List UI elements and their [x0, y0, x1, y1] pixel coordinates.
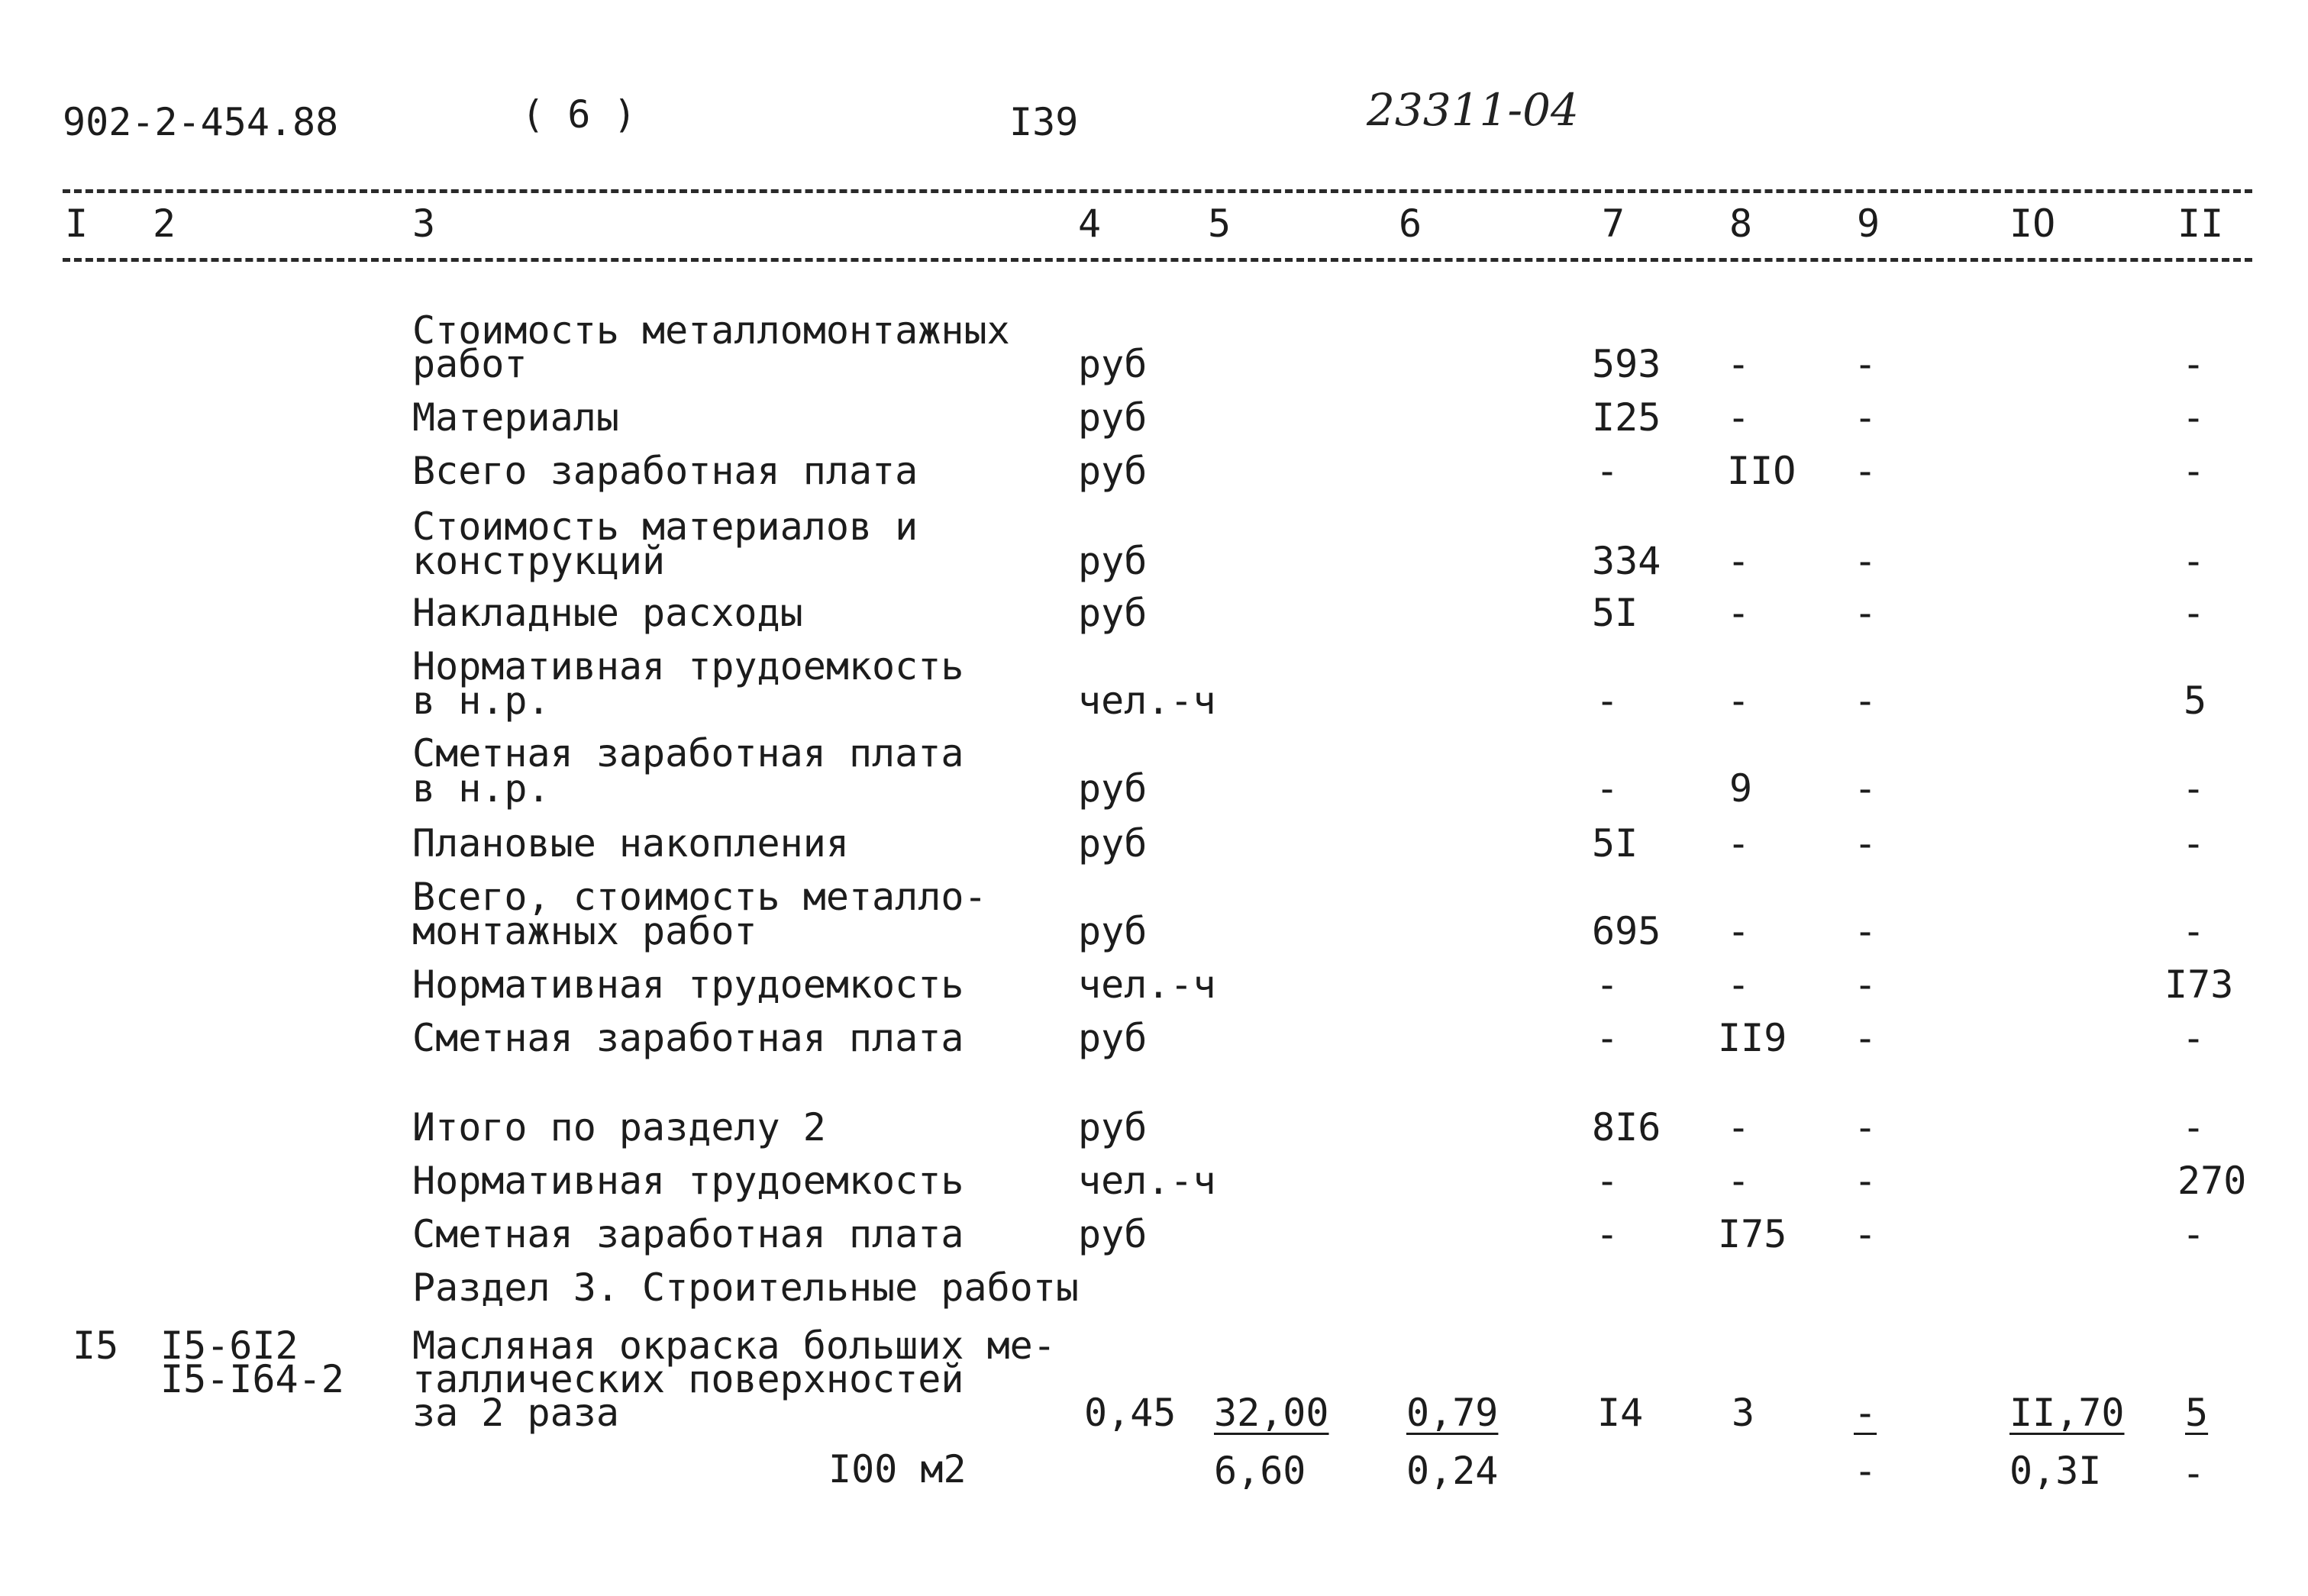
row-label-cont: работ: [412, 342, 528, 386]
row-c9: -: [1854, 1105, 1877, 1149]
item-c9b: -: [1854, 1449, 1877, 1493]
row-unit: руб: [1078, 342, 1148, 386]
row-label: Сметная заработная плата: [412, 731, 964, 775]
item-c10b: 0,3I: [2009, 1449, 2102, 1493]
row-c11: -: [2182, 821, 2206, 866]
row-c7: 5I: [1592, 821, 1638, 866]
row-unit: руб: [1078, 591, 1148, 635]
row-c8: -: [1727, 591, 1751, 635]
row-label: Сметная заработная плата: [412, 1016, 964, 1060]
row-c9: -: [1854, 909, 1877, 953]
row-unit: руб: [1078, 449, 1148, 493]
row-c8: -: [1727, 1105, 1751, 1149]
item-number: I5: [73, 1324, 119, 1368]
row-c7: -: [1596, 449, 1619, 493]
item-c5: 32,00: [1214, 1391, 1329, 1435]
item-desc: таллических поверхностей: [412, 1357, 964, 1401]
row-c9: -: [1854, 591, 1877, 635]
col-7: 7: [1602, 202, 1625, 246]
row-c11: -: [2182, 395, 2206, 440]
row-c8: -: [1727, 962, 1751, 1007]
row-c8: -: [1727, 395, 1751, 440]
row-c9: -: [1854, 449, 1877, 493]
row-unit: чел.-ч: [1078, 962, 1216, 1007]
row-label: Всего заработная плата: [412, 449, 918, 493]
row-c7: -: [1596, 1159, 1619, 1203]
row-c8: 9: [1729, 766, 1753, 811]
row-c11: -: [2182, 539, 2206, 583]
col-10: IO: [2009, 202, 2056, 246]
row-c9: -: [1854, 1159, 1877, 1203]
row-c11: -: [2182, 909, 2206, 953]
row-unit: руб: [1078, 1212, 1148, 1256]
doc-number: 902-2-454.88: [63, 100, 339, 144]
row-label: Всего, стоимость металло-: [412, 875, 987, 919]
row-unit: руб: [1078, 766, 1148, 811]
col-2: 2: [153, 202, 176, 246]
item-code: I5-I64-2: [160, 1357, 344, 1401]
row-label: Итого по разделу 2: [412, 1105, 826, 1149]
row-c11: -: [2182, 591, 2206, 635]
row-label: Стоимость металломонтажных: [412, 308, 1010, 353]
row-c9: -: [1854, 766, 1877, 811]
sheet-marker: ( 6 ): [521, 92, 637, 137]
row-unit: руб: [1078, 1016, 1148, 1060]
row-c11: -: [2182, 449, 2206, 493]
row-c8: II9: [1718, 1016, 1787, 1060]
item-c11b: -: [2182, 1451, 2206, 1495]
row-label: Нормативная трудоемкость: [412, 962, 964, 1007]
row-c8: -: [1727, 342, 1751, 386]
row-label: Накладные расходы: [412, 591, 803, 635]
row-label-cont: монтажных работ: [412, 909, 757, 953]
row-c7: 5I: [1592, 591, 1638, 635]
row-unit: чел.-ч: [1078, 1159, 1216, 1203]
row-c8: -: [1727, 539, 1751, 583]
row-c7: 593: [1592, 342, 1661, 386]
row-c11: 5: [2184, 679, 2207, 723]
item-c6: 0,79: [1406, 1391, 1499, 1435]
row-unit: руб: [1078, 821, 1148, 866]
row-unit: руб: [1078, 909, 1148, 953]
item-c4: 0,45: [1084, 1391, 1177, 1435]
row-c7: I25: [1592, 395, 1661, 440]
row-c9: -: [1854, 962, 1877, 1007]
item-c8: 3: [1732, 1391, 1755, 1435]
row-c11: -: [2182, 766, 2206, 811]
row-c9: -: [1854, 342, 1877, 386]
item-code: I5-6I2: [160, 1324, 299, 1368]
row-c9: -: [1854, 1212, 1877, 1256]
row-c8: -: [1727, 1159, 1751, 1203]
row-c7: 695: [1592, 909, 1661, 953]
row-label: Сметная заработная плата: [412, 1212, 964, 1256]
row-c7: -: [1596, 962, 1619, 1007]
row-label: Материалы: [412, 395, 619, 440]
row-label: Плановые накопления: [412, 821, 849, 866]
row-c7: 334: [1592, 539, 1661, 583]
row-c9: -: [1854, 1016, 1877, 1060]
row-label: Нормативная трудоемкость: [412, 644, 964, 688]
section-title: Раздел 3. Строительные работы: [412, 1266, 1079, 1310]
item-c5b: 6,60: [1214, 1449, 1306, 1493]
row-label-cont: в н.р.: [412, 679, 550, 723]
row-unit: руб: [1078, 395, 1148, 440]
col-1: I: [65, 202, 89, 246]
row-c7: -: [1596, 679, 1619, 723]
row-c11: I73: [2164, 962, 2234, 1007]
item-c9: -: [1854, 1391, 1877, 1435]
col-11: II: [2177, 202, 2224, 246]
item-c11: 5: [2185, 1391, 2209, 1435]
row-c8: -: [1727, 821, 1751, 866]
row-c7: 8I6: [1592, 1105, 1661, 1149]
col-5: 5: [1208, 202, 1231, 246]
row-c11: -: [2182, 1016, 2206, 1060]
row-label: Стоимость материалов и: [412, 505, 918, 549]
row-c11: -: [2182, 1212, 2206, 1256]
item-desc: Масляная окраска больших ме-: [412, 1324, 1056, 1368]
row-c8: -: [1727, 909, 1751, 953]
col-6: 6: [1399, 202, 1422, 246]
handwritten-stamp: 23311-04: [1367, 84, 1579, 136]
item-c10: II,70: [2009, 1391, 2125, 1435]
row-c9: -: [1854, 679, 1877, 723]
header-divider-top: [63, 189, 2252, 193]
row-c11: -: [2182, 342, 2206, 386]
row-c11: -: [2182, 1105, 2206, 1149]
item-desc: за 2 раза: [412, 1391, 619, 1435]
item-c6b: 0,24: [1406, 1449, 1499, 1493]
row-unit: чел.-ч: [1078, 679, 1216, 723]
row-label: Нормативная трудоемкость: [412, 1159, 964, 1203]
col-4: 4: [1078, 202, 1102, 246]
row-c8: I75: [1718, 1212, 1787, 1256]
row-c9: -: [1854, 539, 1877, 583]
row-c7: -: [1596, 1016, 1619, 1060]
row-c7: -: [1596, 766, 1619, 811]
row-c11: 270: [2177, 1159, 2247, 1203]
row-c9: -: [1854, 395, 1877, 440]
row-c9: -: [1854, 821, 1877, 866]
item-c7: I4: [1597, 1391, 1644, 1435]
header-divider-bottom: [63, 258, 2252, 262]
col-9: 9: [1857, 202, 1880, 246]
row-label-cont: конструкций: [412, 539, 666, 583]
row-c8: -: [1727, 679, 1751, 723]
page-number: I39: [1009, 100, 1079, 144]
row-c8: IIO: [1727, 449, 1796, 493]
row-unit: руб: [1078, 1105, 1148, 1149]
row-unit: руб: [1078, 539, 1148, 583]
col-3: 3: [412, 202, 436, 246]
row-c7: -: [1596, 1212, 1619, 1256]
col-8: 8: [1729, 202, 1753, 246]
item-unit: I00 м2: [828, 1447, 967, 1491]
row-label-cont: в н.р.: [412, 766, 550, 811]
